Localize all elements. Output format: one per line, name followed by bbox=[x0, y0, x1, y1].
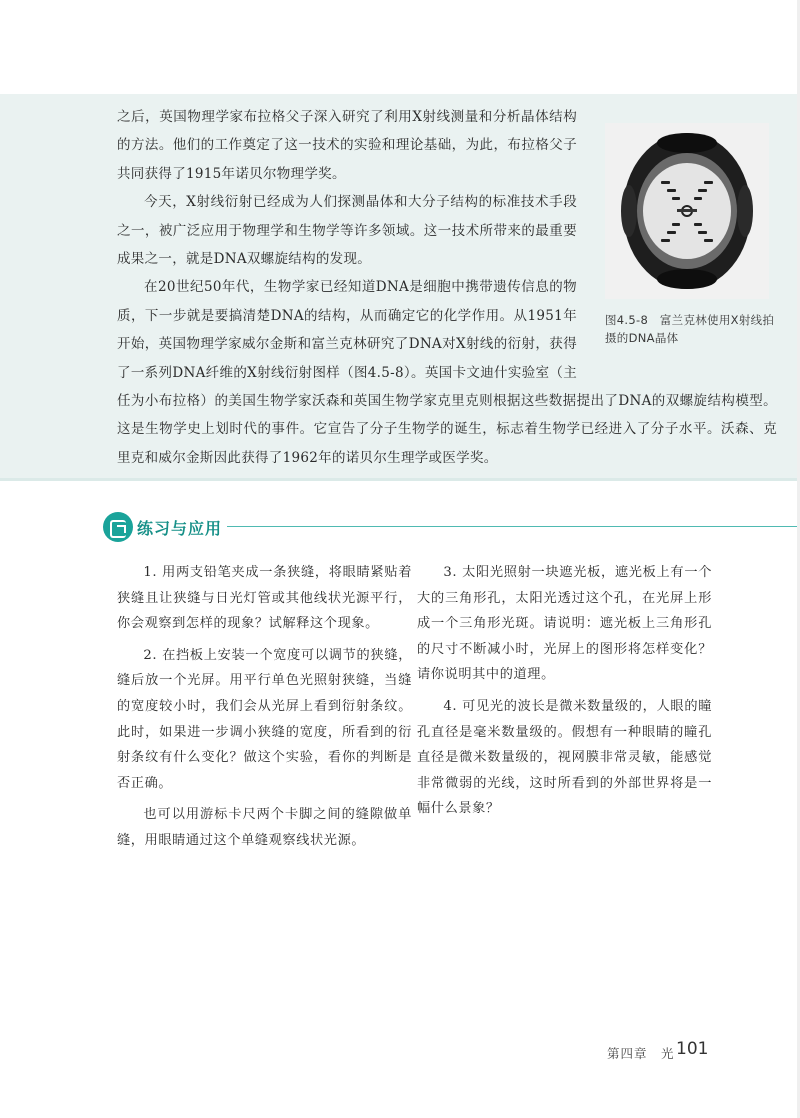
figure-4-5-8 bbox=[599, 105, 777, 355]
exercise-item: 4. 可见光的波长是微米数量级的，人眼的瞳孔直径是毫米数量级的。假想有一种眼睛的瞳孔直径是微米数量级的，视网膜非常灵敏，能感觉非常微弱的光线，这时所看到的外部世界将是一幅什么景象？ bbox=[417, 698, 712, 817]
intro-paragraph: 在20世纪50年代，生物学家已经知道DNA是细胞中携带遗传信息的物质，下一步就是要搞清楚DNA的结构，从而确定它的化学作用。从1951年开始，英国物理学家威尔金斯和富兰克林研究了DNA对X射线的衍射，获得了一系列DNA纤维的X射线衍射图样（图4.5-8）。英国卡文迪什实验室（主任为小布拉格）的美国生物学家沃森和英国生物学家克里克则根据这些数据提出了DNA的双螺旋结构模型。这是生物学史上划时代的事件。它宣告了分子生物学的诞生，标志着生物学已经进入了分子水平。沃森、克里克和威尔金斯因此获得了1962年的诺贝尔生理学或医学奖。 bbox=[117, 279, 777, 466]
exercise-section-header bbox=[103, 512, 800, 544]
dna-xray-photo bbox=[605, 123, 769, 299]
exercise-item: 3. 太阳光照射一块遮光板，遮光板上有一个大的三角形孔，太阳光透过这个孔，在光屏上形成一个三角形光斑。请说明：遮光板上三角形孔的尺寸不断减小时，光屏上的图形将怎样变化？请你说明其中的道理。 bbox=[417, 565, 712, 683]
exercise-column-right bbox=[417, 560, 712, 828]
exercise-item: 1. 用两支铅笔夹成一条狭缝，将眼睛紧贴着狭缝且让狭缝与日光灯管或其他线状光源平行，你会观察到怎样的现象？试解释这个现象。 bbox=[117, 565, 412, 632]
intro-paragraph: 今天，X射线衍射已经成为人们探测晶体和大分子结构的标准技术手段之一，被广泛应用于物理学和生物学等许多领域。这一技术所带来的最重要成果之一，就是DNA双螺旋结构的发现。 bbox=[117, 194, 577, 268]
chapter-label: 第四章 光 bbox=[607, 1046, 675, 1061]
page-number: 101 bbox=[676, 1039, 709, 1059]
section-title: 练习与应用 bbox=[137, 519, 223, 538]
intro-text-block bbox=[117, 103, 777, 472]
exercise-badge-icon bbox=[103, 512, 133, 542]
page-footer bbox=[0, 1039, 800, 1063]
exercise-column-left bbox=[117, 560, 412, 860]
section-rule bbox=[227, 526, 800, 527]
dna-diffraction-pattern-image bbox=[605, 123, 769, 299]
intro-paragraph: 之后，英国物理学家布拉格父子深入研究了利用X射线测量和分析晶体结构的方法。他们的工作奠定了这一技术的实验和理论基础，为此，布拉格父子共同获得了1915年诺贝尔物理学奖。 bbox=[117, 109, 577, 182]
figure-caption: 图4.5-8 富兰克林使用X射线拍摄的DNA晶体 bbox=[605, 313, 775, 345]
panel-divider bbox=[0, 478, 800, 481]
exercise-item: 2. 在挡板上安装一个宽度可以调节的狭缝，缝后放一个光屏。用平行单色光照射狭缝，当缝的宽度较小时，我们会从光屏上看到衍射条纹。此时，如果进一步调小狭缝的宽度，所看到的衍射条纹有什么变化？做这个实验，看你的判断是否正确。 bbox=[117, 647, 412, 791]
exercise-item: 也可以用游标卡尺两个卡脚之间的缝隙做单缝，用眼睛通过这个单缝观察线状光源。 bbox=[117, 807, 412, 848]
